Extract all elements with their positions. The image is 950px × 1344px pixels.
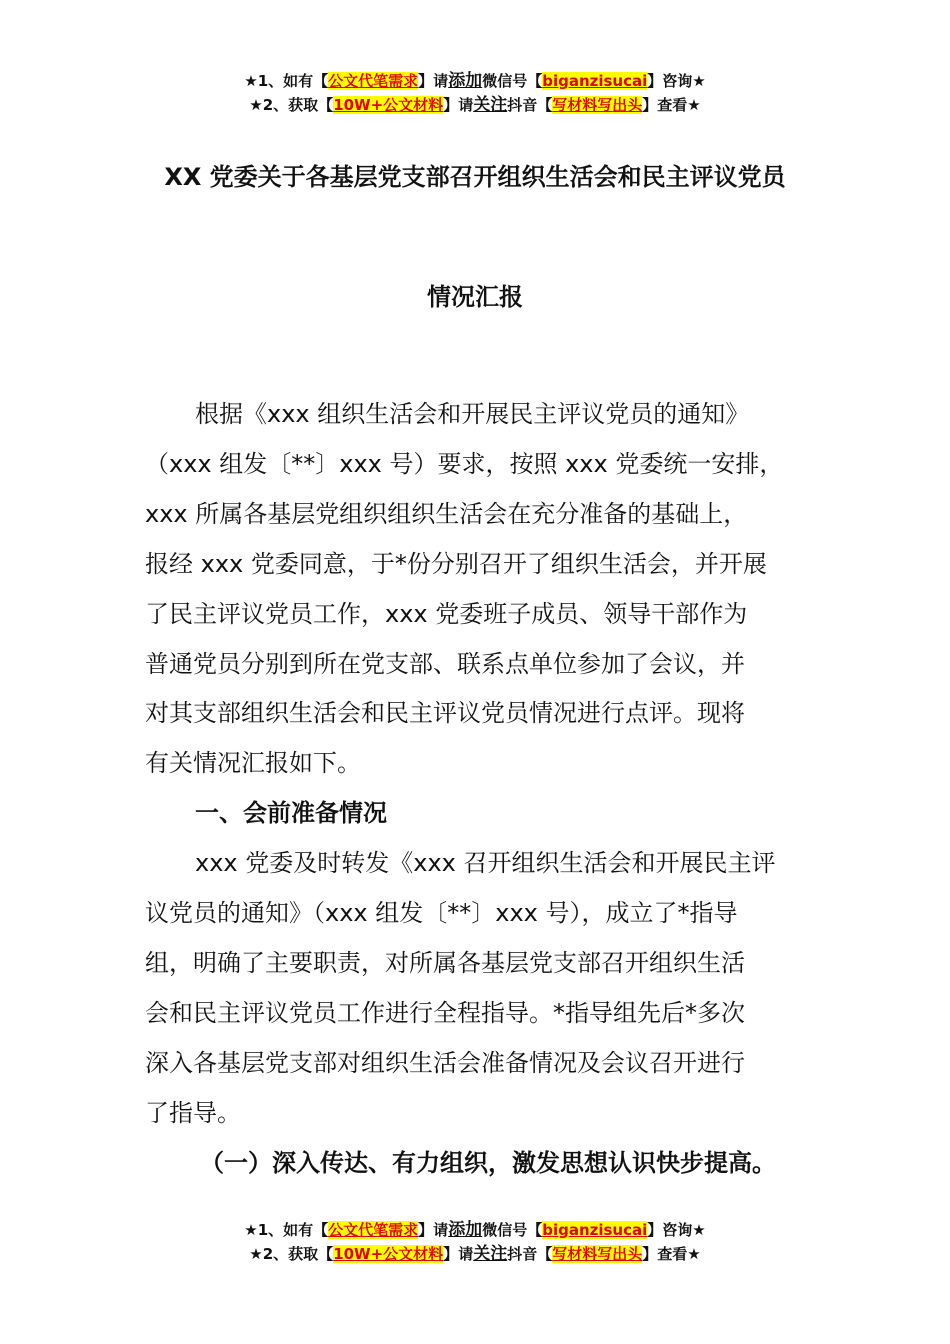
section-heading: （一）深入传达、有力组织，激发思想认识快步提高。: [200, 1148, 776, 1177]
promo-line-1: ★1、如有【公文代笔需求】请添加微信号【biganzisucai】咨询★: [244, 71, 706, 91]
promo-line-2: ★2、获取【10W+公文材料】请关注抖音【写材料写出头】查看★: [249, 1244, 701, 1264]
body-text-line: 会和民主评议党员工作进行全程指导。*指导组先后*多次: [145, 998, 745, 1027]
promo-banner-top: [0, 69, 950, 117]
body-text-line: 深入各基层党支部对组织生活会准备情况及会议召开进行: [145, 1048, 745, 1077]
body-text-line: 了指导。: [145, 1098, 241, 1127]
body-text-line: 组，明确了主要职责，对所属各基层党支部召开组织生活: [145, 948, 745, 977]
body-text-line: 了民主评议党员工作，xxx 党委班子成员、领导干部作为: [145, 599, 748, 628]
body-text-line: 对其支部组织生活会和民主评议党员情况进行点评。现将: [145, 699, 745, 728]
body-text-line: （xxx 组发〔**〕xxx 号）要求，按照 xxx 党委统一安排，: [145, 449, 784, 478]
body-text-line: 议党员的通知》（xxx 组发〔**〕xxx 号），成立了*指导: [145, 899, 738, 927]
body-text-line: 根据《xxx 组织生活会和开展民主评议党员的通知》: [195, 400, 750, 428]
promo-banner-bottom: [0, 1218, 950, 1266]
document-title-line-1: XX 党委关于各基层党支部召开组织生活会和民主评议党员: [164, 163, 786, 191]
document-title-line-2: 情况汇报: [427, 283, 523, 311]
section-heading: 一、会前准备情况: [195, 799, 387, 828]
promo-line-1: ★1、如有【公文代笔需求】请添加微信号【biganzisucai】咨询★: [244, 1220, 706, 1240]
promo-line-2: ★2、获取【10W+公文材料】请关注抖音【写材料写出头】查看★: [249, 95, 701, 115]
body-text-line: xxx 所属各基层党组织组织生活会在充分准备的基础上，: [145, 499, 748, 528]
body-text-line: xxx 党委及时转发《xxx 召开组织生活会和开展民主评: [195, 849, 776, 878]
body-text-line: 普通党员分别到所在党支部、联系点单位参加了会议，并: [145, 649, 745, 678]
body-text-line: 报经 xxx 党委同意，于*份分别召开了组织生活会，并开展: [145, 549, 767, 578]
body-text-line: 有关情况汇报如下。: [145, 749, 361, 778]
